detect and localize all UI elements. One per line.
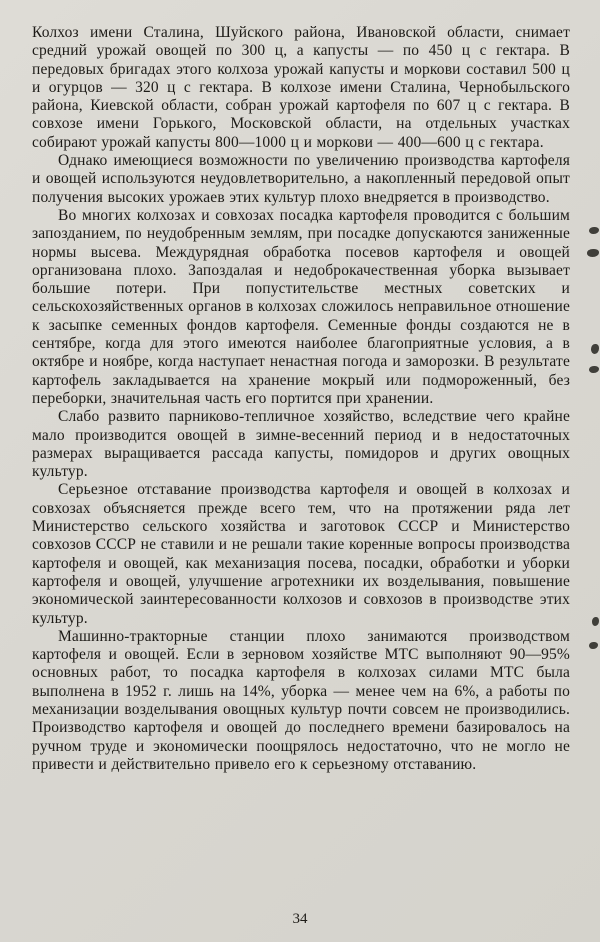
paragraph: Колхоз имени Сталина, Шуйского района, Ивановской области, снимает средний урожай овощей по 300 ц, а капусты — по 450 ц с гектара. В передовых бригадах этого колхоза урожай капусты и моркови составил 500 ц и огурцов — 320 ц с гектара. В колхозе имени Сталина, Чернобыльского района, Киевской области, собран урожай картофеля по 607 ц с гектара. В совхозе имени Горького, Московской области, на отдельных участках собирают урожай капусты 800—1000 ц и моркови — 400—600 ц с гектара.: [32, 24, 570, 151]
paragraph: Машинно-тракторные станции плохо занимаются производством картофеля и овощей. Если в зерновом хозяйстве МТС выполняют 90—95% основных работ, то посадка картофеля в колхозах силами МТС была выполнена в 1952 г. лишь на 14%, уборка — менее чем на 6%, а работы по механизации возделывания овощных культур почти совсем не производились. Производство картофеля и овощей до последнего времени базировалось на ручном труде и экономически поощрялось недостаточно, что не могло не привести и действительно привело его к серьезному отставанию.: [32, 627, 570, 773]
paragraph: Слабо развито парниково-тепличное хозяйство, вследствие чего крайне мало производится овощей в зимне-весенний период и в недостаточных размерах выращивается рассада капусты, помидоров и других овощных культур.: [32, 408, 570, 481]
scan-artifact: [589, 227, 599, 234]
body-text: [32, 24, 570, 774]
paragraph: Однако имеющиеся возможности по увеличению производства картофеля и овощей используются неудовлетворительно, а накопленный передовой опыт получения высоких урожаев этих культур плохо внедряется в производство.: [32, 152, 570, 206]
paragraph: Во многих колхозах и совхозах посадка картофеля проводится с большим запозданием, по неудобренным землям, при посадке допускаются заниженные нормы высева. Междурядная обработка посевов картофеля и овощей организована плохо. Запоздалая и недоброкачественная уборка вызывает большие потери. При попустительстве местных советских и сельскохозяйственных органов в колхозах сложилось неправильное отношение к засыпке семенных фондов картофеля. Семенные фонды создаются не в сентябре, когда для этого имеются наиболее благоприятные условия, а в октябре и ноябре, когда наступает ненастная погода и заморозки. В результате картофель закладывается на хранение мокрый или подмороженный, без переборки, значительная часть его портится при хранении.: [32, 206, 570, 407]
scan-artifact: [591, 344, 599, 354]
scan-artifact: [592, 617, 599, 626]
scan-artifact: [587, 249, 599, 257]
paragraph: Серьезное отставание производства картофеля и овощей в колхозах и совхозах объясняется прежде всего тем, что на протяжении ряда лет Министерство сельского хозяйства и заготовок СССР и Министерство совхозов СССР не ставили и не решали такие коренные вопросы производства картофеля и овощей, как механизация посева, посадки, обработки и уборки картофеля и овощей, улучшение агротехники их возделывания, повышение экономической заинтересованности колхозов и совхозов в производстве этих культур.: [32, 481, 570, 627]
page-number: 34: [292, 911, 308, 927]
scan-artifact: [589, 642, 598, 649]
scan-artifact: [589, 366, 599, 373]
